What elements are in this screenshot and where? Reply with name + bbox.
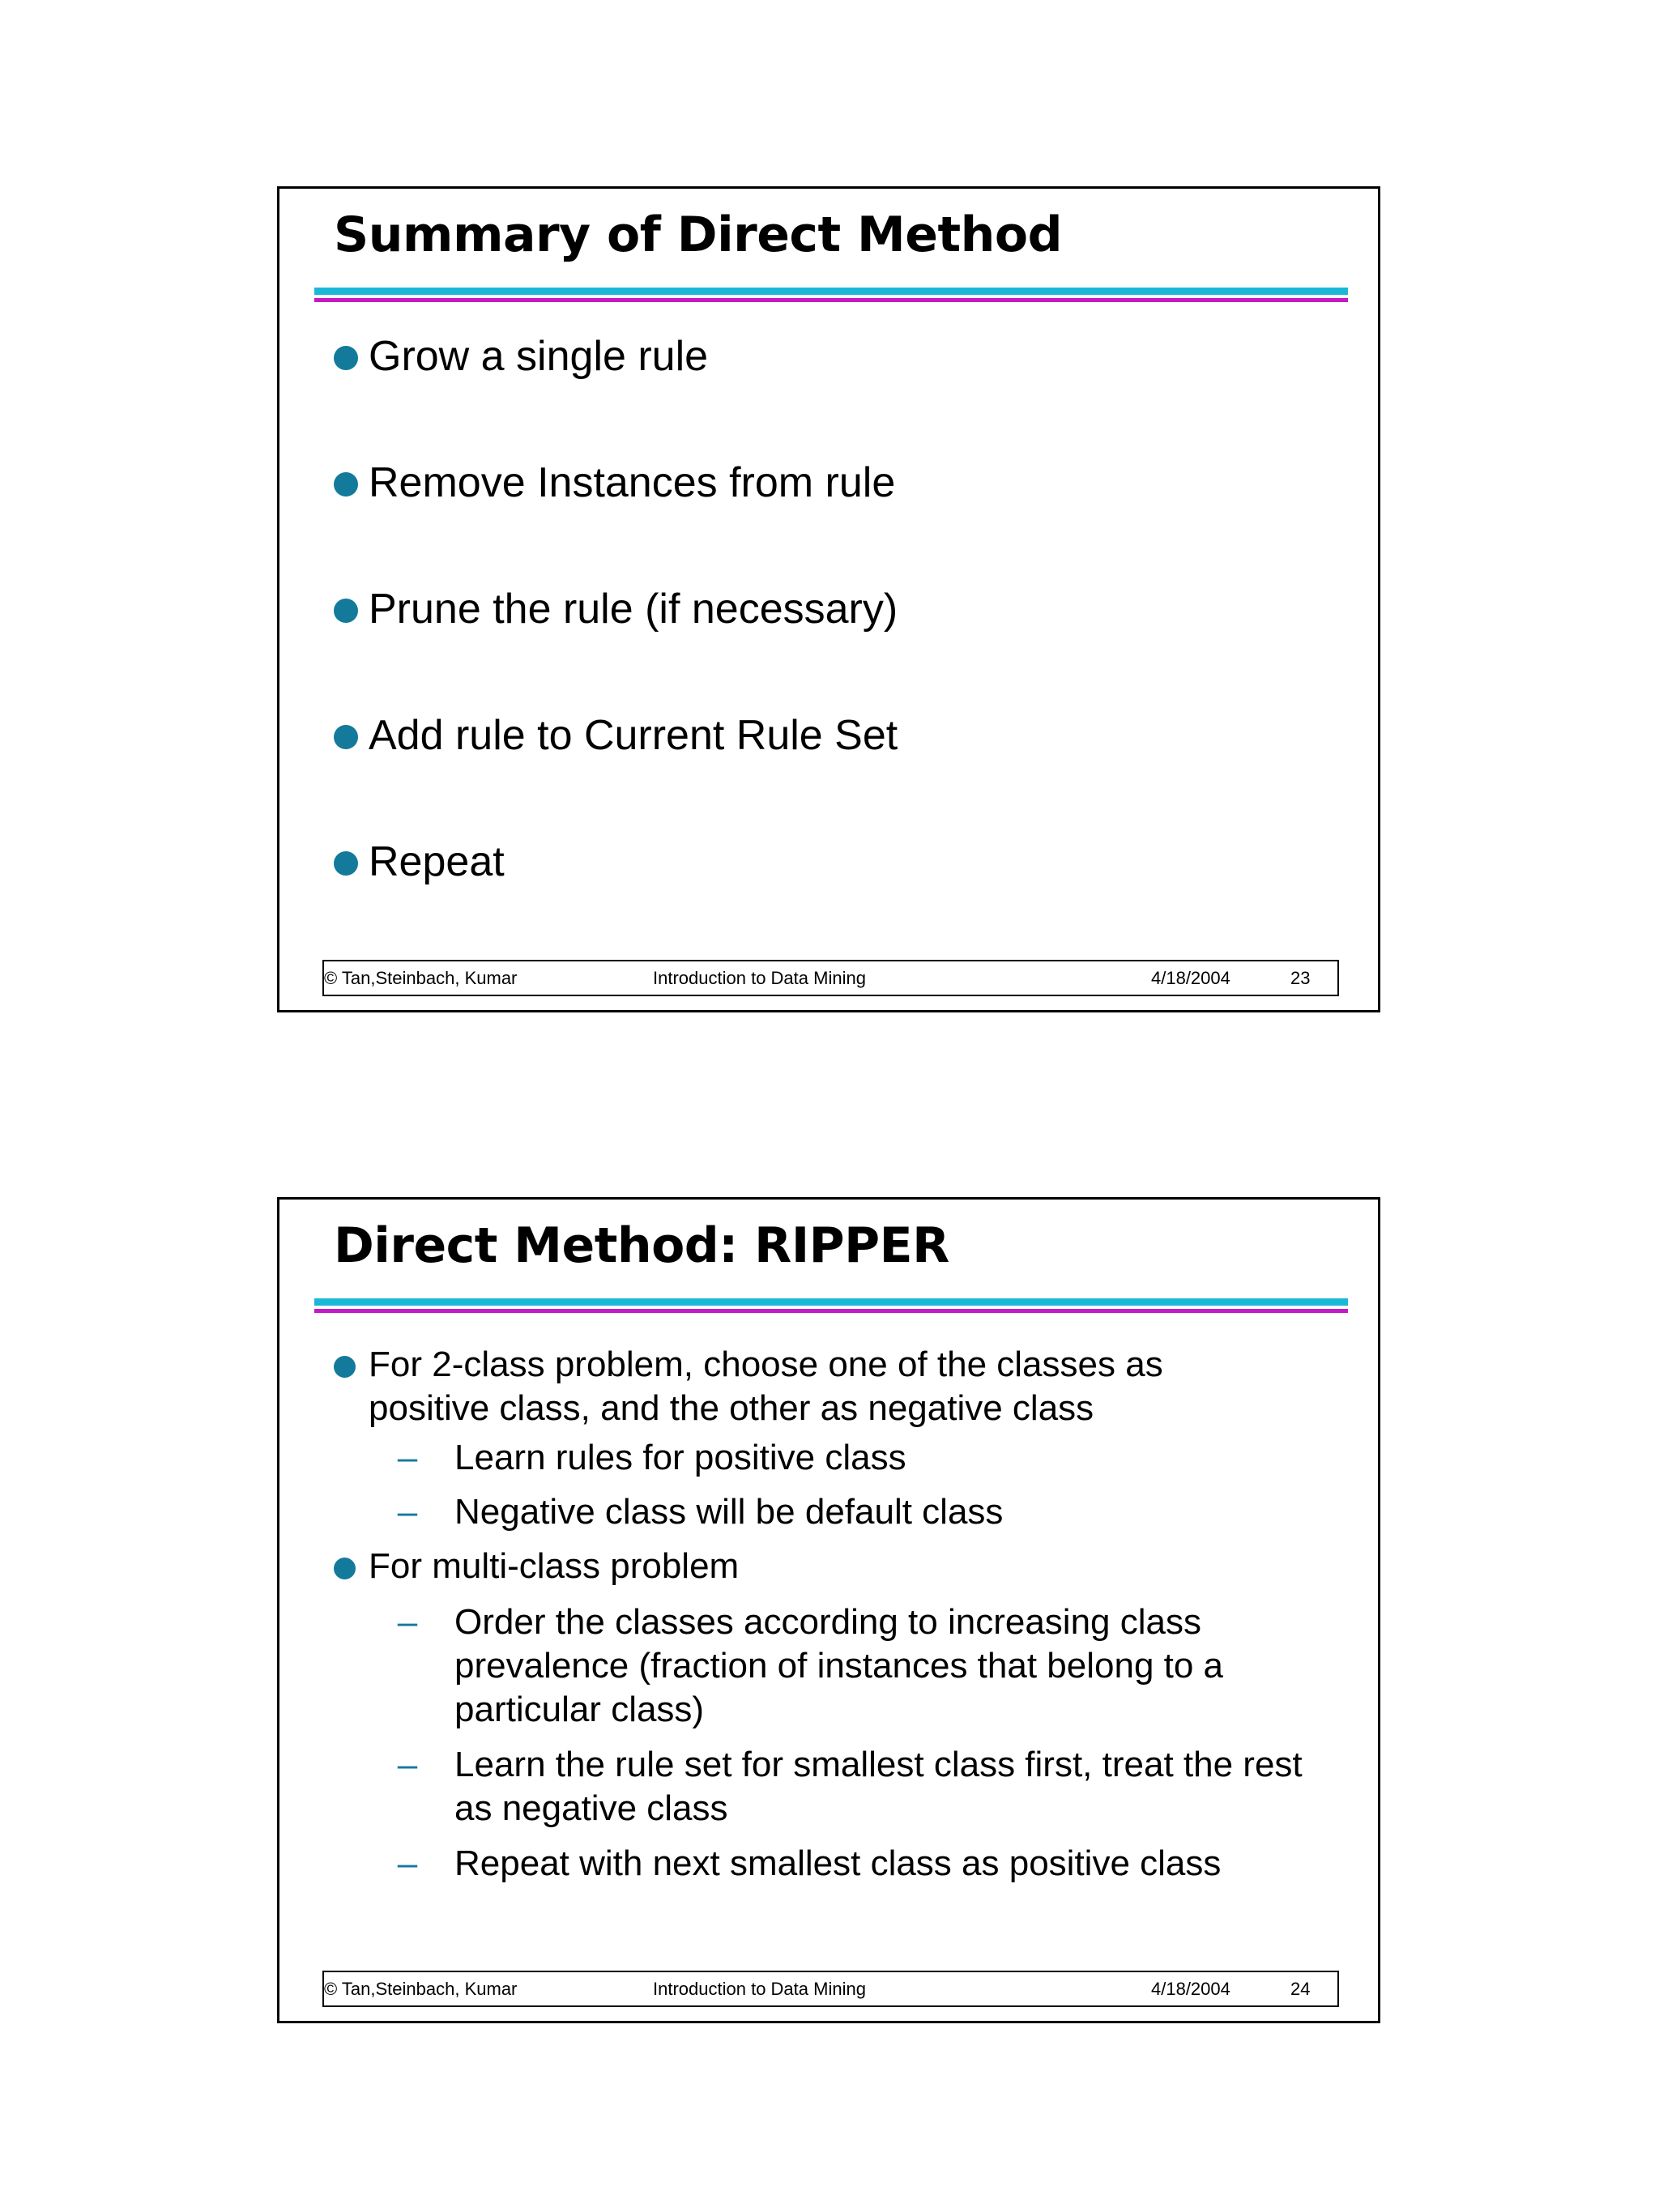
sub-bullet-item	[393, 1436, 1329, 1480]
bullet-text: Repeat	[369, 838, 505, 885]
title-underline	[314, 1298, 1348, 1314]
dash-marker-icon: –	[397, 1438, 418, 1477]
bullet-text: Add rule to Current Rule Set	[369, 712, 898, 759]
bullet-dot-icon	[334, 1356, 356, 1378]
slide-direct-method-ripper	[277, 1197, 1380, 2023]
bullet-dot-icon	[334, 599, 358, 623]
bullet-dot-icon	[334, 725, 358, 749]
sub-bullet-text: Learn the rule set for smallest class first, treat the rest as negative class	[454, 1745, 1303, 1828]
slide-footer	[322, 1971, 1339, 2007]
footer-page-number: 23	[1290, 968, 1311, 988]
footer-date: 4/18/2004	[1151, 968, 1230, 988]
bullet-text: Grow a single rule	[369, 333, 709, 380]
bullet-text: Prune the rule (if necessary)	[369, 586, 898, 633]
bullet-text: For multi-class problem	[369, 1546, 740, 1586]
title-underline-cyan	[314, 1298, 1348, 1306]
sub-bullet-item	[393, 1600, 1232, 1732]
sub-bullet-text: Learn rules for positive class	[454, 1438, 906, 1477]
slide-title: Summary of Direct Method	[334, 207, 1063, 263]
dash-marker-icon: –	[397, 1602, 418, 1642]
sub-bullet-item	[393, 1490, 1329, 1534]
title-underline-cyan	[314, 288, 1348, 295]
bullet-dot-icon	[334, 472, 358, 497]
bullet-dot-icon	[334, 346, 358, 370]
bullet-item	[334, 457, 1329, 509]
title-underline	[314, 288, 1348, 303]
bullet-item	[334, 1545, 1329, 1588]
dash-marker-icon: –	[397, 1843, 418, 1883]
bullet-item	[334, 330, 1329, 382]
footer-date: 4/18/2004	[1151, 1979, 1230, 1999]
bullet-text: Remove Instances from rule	[369, 459, 896, 506]
footer-author: © Tan,Steinbach, Kumar	[324, 968, 518, 988]
bullet-item	[334, 1343, 1216, 1430]
footer-course: Introduction to Data Mining	[653, 1979, 866, 1999]
bullet-dot-icon	[334, 1558, 356, 1579]
bullet-item	[334, 710, 1329, 761]
title-underline-magenta	[314, 298, 1348, 302]
sub-bullet-item	[393, 1842, 1329, 1886]
bullet-text: For 2-class problem, choose one of the classes as positive class, and the other as negative class	[369, 1345, 1163, 1428]
bullet-dot-icon	[334, 851, 358, 876]
footer-page-number: 24	[1290, 1979, 1311, 1999]
dash-marker-icon: –	[397, 1745, 418, 1784]
footer-author: © Tan,Steinbach, Kumar	[324, 1979, 518, 1999]
sub-bullet-item	[393, 1743, 1329, 1831]
slide-footer	[322, 960, 1339, 996]
bullet-item	[334, 836, 1329, 888]
slide-summary-of-direct-method	[277, 186, 1380, 1012]
dash-marker-icon: –	[397, 1492, 418, 1532]
sub-bullet-text: Order the classes according to increasing class prevalence (fraction of instances that belong to a particular class)	[454, 1602, 1224, 1729]
title-underline-magenta	[314, 1309, 1348, 1313]
bullet-item	[334, 583, 1329, 635]
slide-title: Direct Method: RIPPER	[334, 1217, 949, 1274]
sub-bullet-text: Repeat with next smallest class as positive class	[454, 1843, 1222, 1883]
footer-course: Introduction to Data Mining	[653, 968, 866, 988]
sub-bullet-text: Negative class will be default class	[454, 1492, 1004, 1532]
